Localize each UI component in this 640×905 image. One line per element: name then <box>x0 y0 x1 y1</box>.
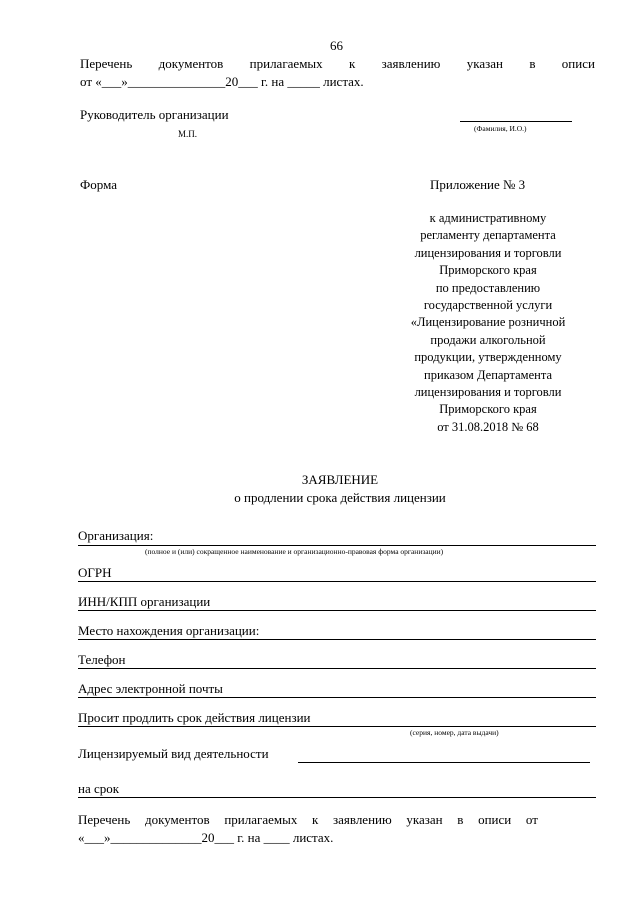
head-label: Руководитель организации <box>80 107 229 122</box>
form-label: Форма <box>80 177 117 192</box>
location-label: Место нахождения организации: <box>78 623 260 638</box>
list-line-top-2: от «___»_______________20___ г. на _____ листах. <box>80 74 364 89</box>
list-line-bottom-2: «___»______________20___ г. на ____ листах. <box>78 830 334 845</box>
document-subtitle: о продлении срока действия лицензии <box>234 490 446 505</box>
email-label: Адрес электронной почты <box>78 681 223 696</box>
list-line-bottom-1: Перечень документов прилагаемых к заявлению указан в описи от <box>78 812 538 827</box>
organization-hint: (полное и (или) сокращенное наименование и организационно-правовая форма организации) <box>145 547 444 556</box>
extend-request-line <box>78 726 596 727</box>
extend-request-label: Просит продлить срок действия лицензии <box>78 710 311 725</box>
signature-caption: (Фамилия, И.О.) <box>474 124 527 133</box>
appendix-title: Приложение № 3 <box>430 177 526 192</box>
phone-label: Телефон <box>78 652 126 667</box>
email-line <box>78 697 596 698</box>
activity-label: Лицензируемый вид деятельности <box>78 746 269 761</box>
location-line <box>78 639 596 640</box>
inn-kpp-label: ИНН/КПП организации <box>78 594 211 609</box>
stamp-label: М.П. <box>178 129 198 139</box>
organization-line <box>78 545 596 546</box>
license-hint: (серия, номер, дата выдачи) <box>410 728 499 737</box>
phone-line <box>78 668 596 669</box>
appendix-block: к административному регламенту департамента лицензирования и торговли Приморского края по предоставлению государственной услуги «Лицензирование розничной продажи алкогольной продукции, утвержденному приказом Департамента лицензирования и торговли Приморского края от 31.08.2018 № 68 <box>410 211 566 434</box>
signature-line <box>460 121 572 122</box>
ogrn-line <box>78 581 596 582</box>
ogrn-label: ОГРН <box>78 565 112 580</box>
term-label: на срок <box>78 781 120 796</box>
activity-line <box>298 762 590 763</box>
document-title: ЗАЯВЛЕНИЕ <box>301 472 379 487</box>
term-line <box>78 797 596 798</box>
inn-kpp-line <box>78 610 596 611</box>
page-number: 66 <box>330 38 343 53</box>
organization-label: Организация: <box>78 528 154 543</box>
list-line-top-1: Перечень документов прилагаемых к заявлению указан в описи <box>80 56 595 71</box>
